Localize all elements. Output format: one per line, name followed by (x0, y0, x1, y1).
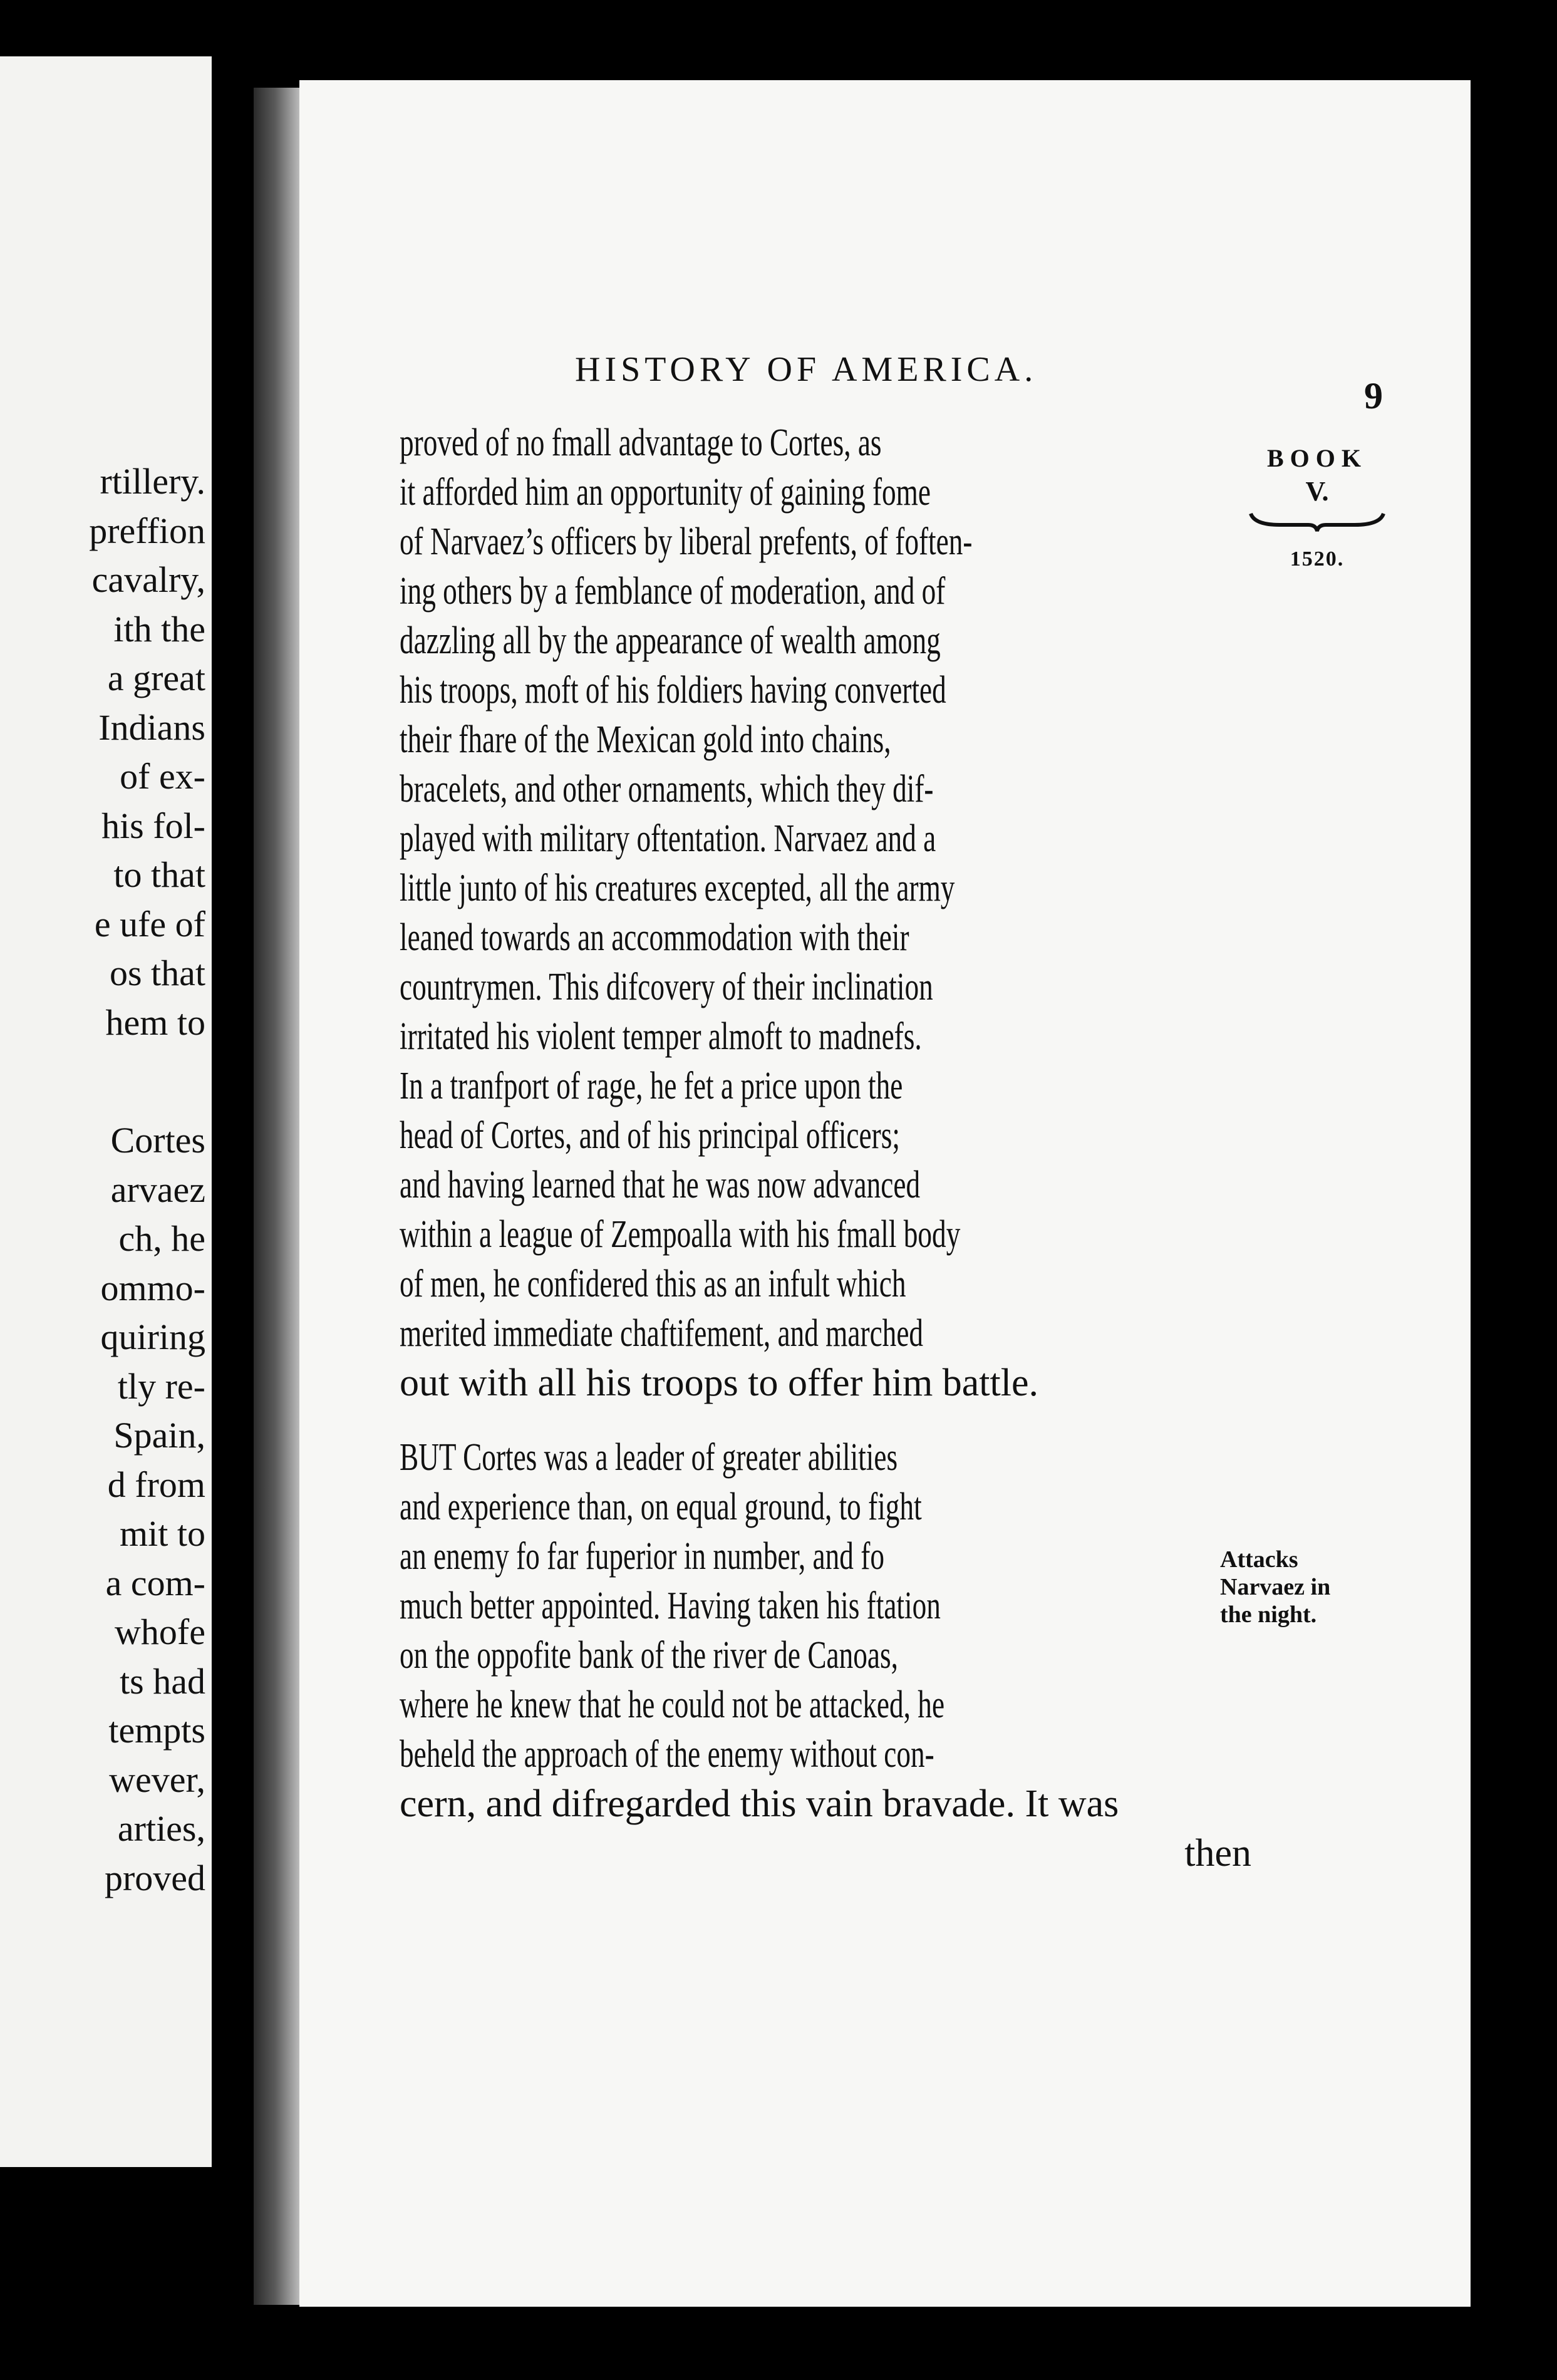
text-line: played with military oftentation. Narvaez and a (400, 817, 936, 860)
facing-page-line: ith the (113, 608, 205, 649)
facing-page-line: d from (107, 1464, 205, 1505)
text-line: within a league of Zempoalla with his fmall body (400, 1213, 961, 1256)
facing-page-line: a com- (105, 1562, 205, 1603)
catchword: then (1184, 1832, 1251, 1875)
text-line: BUT Cortes was a leader of greater abilities (400, 1436, 898, 1479)
facing-page-line: to that (113, 854, 205, 895)
facing-page-line: a great (107, 658, 205, 698)
facing-page-line: quiring (100, 1317, 205, 1357)
body-text (400, 418, 1471, 1878)
facing-page-line: os that (109, 953, 205, 993)
facing-page-line: whofe (115, 1612, 205, 1652)
running-title: HISTORY OF AMERICA. (575, 350, 1038, 389)
text-line: of Narvaez’s officers by liberal prefents, of foften- (400, 520, 973, 563)
facing-page-line: cavalry, (91, 559, 205, 600)
facing-page-line: preffion (89, 510, 205, 551)
facing-page-gap (89, 1047, 205, 1116)
text-line: irritated his violent temper almoft to madnefs. (400, 1015, 922, 1058)
sidenote-attacks-narvaez (1220, 1546, 1370, 1628)
facing-page-line: Indians (98, 706, 205, 748)
text-line: ing others by a femblance of moderation, and of (400, 570, 946, 613)
facing-page-text (89, 457, 205, 1903)
facing-page-line: ts had (120, 1660, 205, 1702)
margin-book-label: BOOK (1266, 444, 1368, 472)
facing-page-line: tempts (108, 1710, 205, 1751)
facing-page-line: ch, he (118, 1218, 205, 1259)
facing-page-line: e ufe of (94, 903, 205, 944)
facing-page-line: Cortes (110, 1120, 205, 1161)
text-line: on the oppofite bank of the river de Canoas, (400, 1634, 898, 1677)
facing-page-line: arties, (117, 1808, 205, 1849)
text-line: little junto of his creatures excepted, all the army (400, 867, 955, 909)
text-line: cern, and difregarded this vain bravade. It was (400, 1782, 1119, 1825)
facing-page-line: rtillery. (100, 461, 205, 502)
facing-page-line: arvaez (110, 1169, 205, 1210)
page-number: 9 (1364, 375, 1383, 416)
sidenote-line: the night. (1220, 1601, 1317, 1628)
paragraph-1 (400, 418, 1471, 1408)
text-line: of men, he confidered this as an infult which (400, 1263, 906, 1305)
text-line: much better appointed. Having taken his ftation (400, 1585, 941, 1627)
text-line: In a tranfport of rage, he fet a price upon the (400, 1065, 903, 1107)
text-line: head of Cortes, and of his principal officers; (400, 1114, 900, 1157)
facing-page-line: wever, (109, 1759, 205, 1800)
text-line: their fhare of the Mexican gold into chains, (400, 718, 891, 761)
facing-page-line: his fol- (101, 805, 205, 846)
text-line: where he knew that he could not be attacked, he (400, 1684, 945, 1726)
text-line: his troops, moft of his foldiers having converted (400, 669, 946, 711)
text-line: proved of no fmall advantage to Cortes, as (400, 422, 882, 464)
margin-year: 1520. (1290, 547, 1345, 571)
facing-page-line: tly re- (117, 1365, 205, 1407)
facing-page-line: mit to (120, 1513, 205, 1554)
text-line: an enemy fo far fuperior in number, and fo (400, 1535, 884, 1578)
text-line: out with all his troops to offer him battle. (400, 1362, 1039, 1404)
text-line: and having learned that he was now advanced (400, 1164, 921, 1206)
margin-volume-label: V. (1305, 476, 1329, 507)
text-line: and experience than, on equal ground, to fight (400, 1486, 922, 1528)
facing-page-line: ommo- (100, 1267, 205, 1308)
text-line: merited immediate chaftifement, and marched (400, 1312, 924, 1355)
text-line: leaned towards an accommodation with their (400, 916, 909, 959)
facing-page-line: Spain, (113, 1415, 205, 1456)
text-line: countrymen. This difcovery of their inclination (400, 966, 933, 1008)
text-line: dazzling all by the appearance of wealth among (400, 619, 941, 662)
page (299, 80, 1471, 2307)
sidenote-line: Attacks (1220, 1546, 1298, 1573)
facing-page-fragment (0, 56, 212, 2167)
text-line: beheld the approach of the enemy without con- (400, 1733, 934, 1776)
text-line: bracelets, and other ornaments, which they dif- (400, 768, 934, 810)
paragraph-2 (400, 1433, 1471, 1829)
sidenote-line: Narvaez in (1220, 1574, 1331, 1600)
facing-page-line: proved (104, 1857, 205, 1898)
text-line: it afforded him an opportunity of gaining fome (400, 471, 931, 514)
facing-page-line: hem to (105, 1001, 205, 1043)
facing-page-line: of ex- (120, 756, 205, 797)
